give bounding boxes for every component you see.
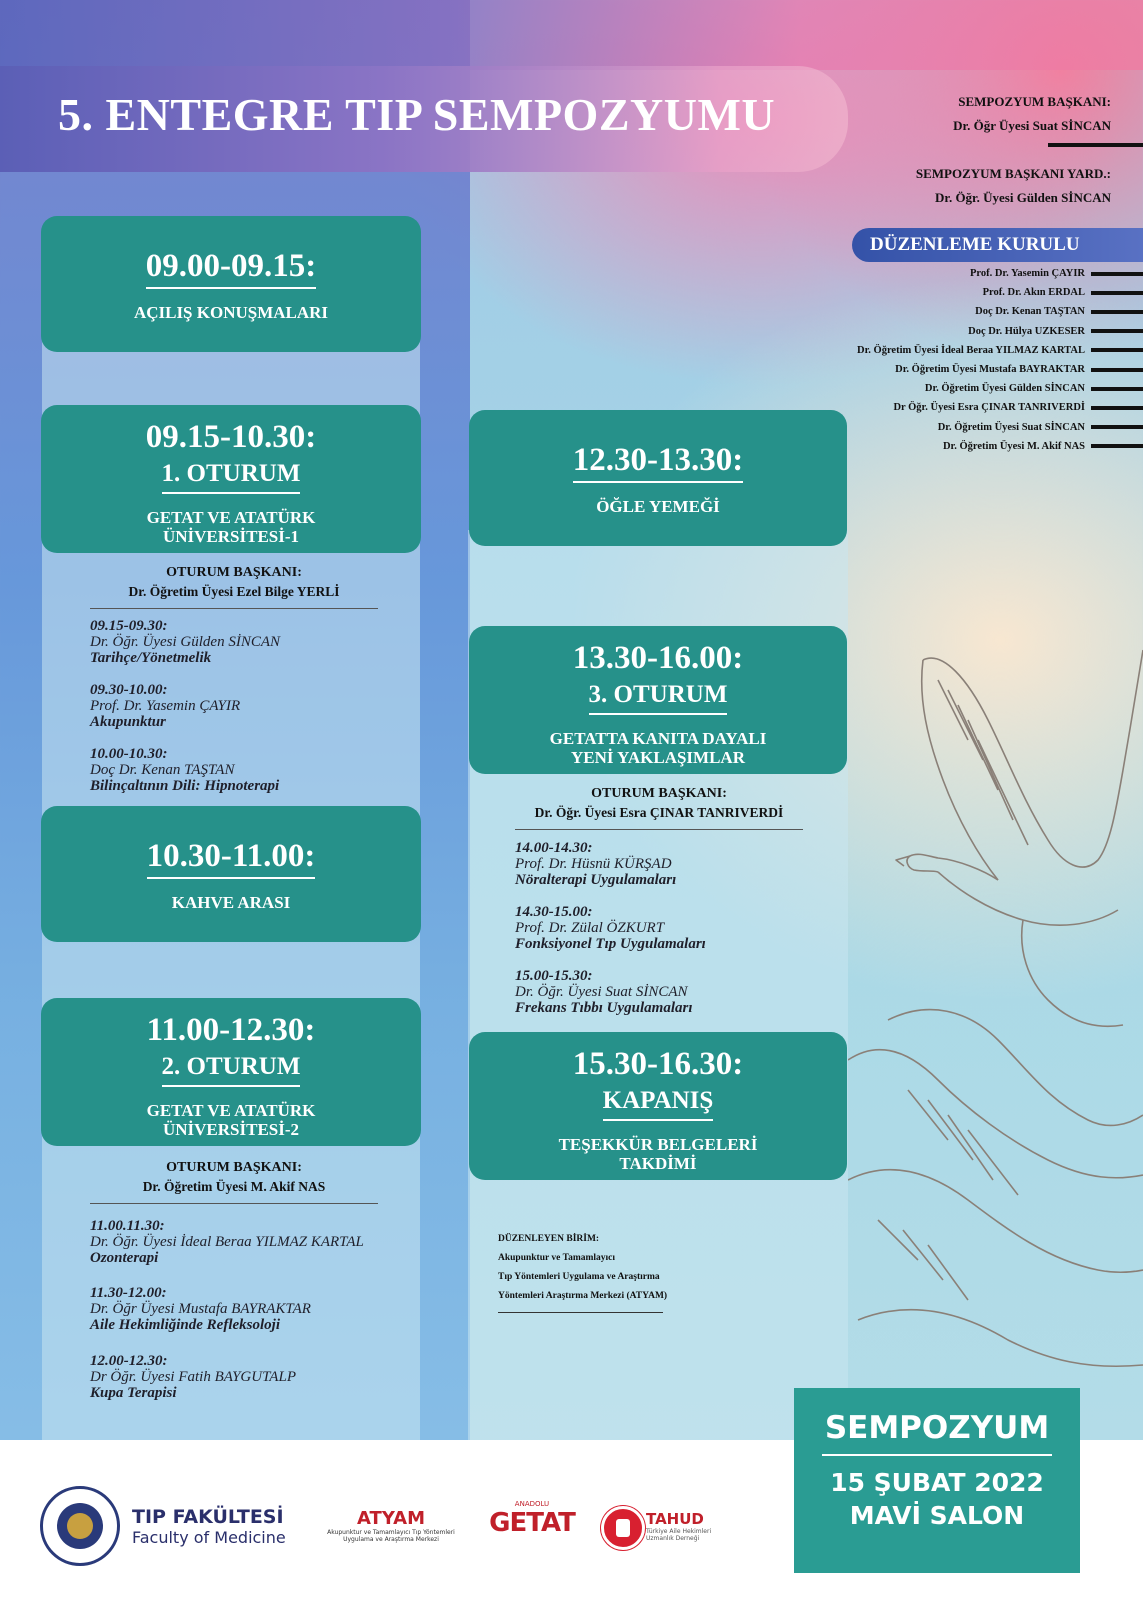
session1-talk: 09.30-10.00: Prof. Dr. Yasemin ÇAYIR Akupunktur xyxy=(90,682,241,730)
session1-time: 09.15-10.30: xyxy=(145,419,317,455)
session2-talk: 11.30-12.00: Dr. Öğr Üyesi Mustafa BAYRAKTAR Aile Hekimliğinde Refleksoloji xyxy=(90,1285,311,1333)
session1-talk: 09.15-09.30: Dr. Öğr. Üyesi Gülden SİNCAN Tarihçe/Yönetmelik xyxy=(90,618,280,666)
committee-title: DÜZENLEME KURULU xyxy=(852,228,1143,262)
opening-label: AÇILIŞ KONUŞMALARI xyxy=(133,303,329,322)
session3-subtitle-line1: GETATTA KANITA DAYALI xyxy=(549,729,767,748)
faculty-name-tr: TIP FAKÜLTESİ xyxy=(132,1506,284,1528)
getat-logo: ANADOLU GETAT xyxy=(489,1500,575,1538)
page-title: 5. ENTEGRE TIP SEMPOZYUMU xyxy=(58,89,776,140)
faculty-logo xyxy=(132,1506,286,1547)
president-name: Dr. Öğr Üyesi Suat SİNCAN xyxy=(953,118,1111,133)
closing-name: KAPANIŞ xyxy=(603,1087,714,1121)
session3-talk: 14.30-15.00: Prof. Dr. Zülal ÖZKURT Fonksiyonel Tıp Uygulamaları xyxy=(515,904,706,952)
closing-time: 15.30-16.30: xyxy=(572,1046,744,1082)
session1-chair-label: OTURUM BAŞKANI: xyxy=(166,565,302,580)
session1-subtitle-line1: GETAT VE ATATÜRK xyxy=(146,508,316,527)
session2-subtitle-line1: GETAT VE ATATÜRK xyxy=(146,1101,316,1120)
lunch-card xyxy=(469,410,847,546)
committee-member: Dr. Öğretim Üyesi Gülden SİNCAN xyxy=(857,379,1143,398)
session3-talk: 14.00-14.30: Prof. Dr. Hüsnü KÜRŞAD Nöralterapi Uygulamaları xyxy=(515,840,677,888)
tahud-logo: TAHUD Türkiye Aile Hekimleri Uzmanlık Derneği xyxy=(646,1510,712,1542)
session1-name: 1. OTURUM xyxy=(162,460,301,494)
vice-president-block xyxy=(916,162,1111,210)
session2-talk: 11.00.11.30: Dr. Öğr. Üyesi İdeal Beraa YILMAZ KARTAL Ozonterapi xyxy=(90,1218,364,1266)
session1-card xyxy=(41,405,421,553)
tahud-emblem-icon xyxy=(601,1506,645,1550)
committee-member: Dr. Öğretim Üyesi M. Akif NAS xyxy=(857,437,1143,456)
session2-subtitle-line2: ÜNİVERSİTESİ-2 xyxy=(162,1120,300,1139)
coffee-card xyxy=(41,806,421,942)
organizer-line3: Yöntemleri Araştırma Merkezi (ATYAM) xyxy=(498,1291,668,1301)
session2-chair-name: Dr. Öğretim Üyesi M. Akif NAS xyxy=(90,1179,378,1204)
president-divider xyxy=(1048,143,1143,147)
organizer-line1: Akupunktur ve Tamamlayıcı xyxy=(498,1253,616,1263)
session3-card xyxy=(469,626,847,774)
event-date: 15 ŞUBAT 2022 xyxy=(830,1468,1044,1497)
closing-card xyxy=(469,1032,847,1180)
organizer-divider xyxy=(498,1312,663,1313)
session2-talk: 12.00-12.30: Dr Öğr. Üyesi Fatih BAYGUTALP Kupa Terapisi xyxy=(90,1353,296,1401)
committee-list xyxy=(857,264,1143,456)
committee-member: Dr. Öğretim Üyesi Suat SİNCAN xyxy=(857,418,1143,437)
session3-subtitle-line2: YENİ YAKLAŞIMLAR xyxy=(571,748,745,767)
session3-chair-name: Dr. Öğr. Üyesi Esra ÇINAR TANRIVERDİ xyxy=(515,805,803,830)
opening-card xyxy=(41,216,421,352)
lunch-time: 12.30-13.30: xyxy=(573,442,743,483)
coffee-label: KAHVE ARASI xyxy=(171,893,291,912)
event-title: SEMPOZYUM xyxy=(822,1410,1052,1456)
eagle-illustration xyxy=(848,620,1143,1400)
session3-chair xyxy=(515,786,803,830)
university-seal-icon xyxy=(40,1486,120,1566)
president-block xyxy=(953,90,1111,138)
president-label: SEMPOZYUM BAŞKANI: xyxy=(958,94,1111,109)
committee-member: Dr. Öğretim Üyesi İdeal Beraa YILMAZ KARTAL xyxy=(857,341,1143,360)
closing-subtitle-line1: TEŞEKKÜR BELGELERİ xyxy=(558,1135,758,1154)
vice-president-label: SEMPOZYUM BAŞKANI YARD.: xyxy=(915,166,1111,181)
session3-chair-label: OTURUM BAŞKANI: xyxy=(591,786,727,801)
organizer-label: DÜZENLEYEN BİRİM: xyxy=(498,1234,600,1244)
vice-president-name: Dr. Öğr. Üyesi Gülden SİNCAN xyxy=(934,190,1111,205)
committee-member: Dr Öğr. Üyesi Esra ÇINAR TANRIVERDİ xyxy=(857,398,1143,417)
session2-card xyxy=(41,998,421,1146)
committee-member: Prof. Dr. Akın ERDAL xyxy=(857,283,1143,302)
session3-time: 13.30-16.00: xyxy=(572,640,744,676)
session2-chair xyxy=(90,1160,378,1204)
closing-subtitle-line2: TAKDİMİ xyxy=(619,1154,697,1173)
event-venue: MAVİ SALON xyxy=(849,1501,1025,1530)
title-bar xyxy=(0,66,848,172)
committee-member: Dr. Öğretim Üyesi Mustafa BAYRAKTAR xyxy=(857,360,1143,379)
session2-name: 2. OTURUM xyxy=(162,1053,301,1087)
opening-time: 09.00-09.15: xyxy=(146,248,316,289)
session1-chair xyxy=(90,565,378,609)
session1-subtitle-line2: ÜNİVERSİTESİ-1 xyxy=(162,527,300,546)
session3-name: 3. OTURUM xyxy=(589,681,728,715)
faculty-name-en: Faculty of Medicine xyxy=(132,1528,286,1547)
lunch-label: ÖĞLE YEMEĞİ xyxy=(596,497,720,516)
organizer-block xyxy=(498,1230,698,1313)
top-background-band xyxy=(0,0,1143,70)
session2-time: 11.00-12.30: xyxy=(146,1012,316,1048)
committee-member: Prof. Dr. Yasemin ÇAYIR xyxy=(857,264,1143,283)
session1-chair-name: Dr. Öğretim Üyesi Ezel Bilge YERLİ xyxy=(90,584,378,609)
committee-member: Doç Dr. Kenan TAŞTAN xyxy=(857,302,1143,321)
atyam-logo: ATYAM Akupunktur ve Tamamlayıcı Tıp Yöntemleri Uygulama ve Araştırma Merkezi xyxy=(327,1508,455,1543)
coffee-time: 10.30-11.00: xyxy=(147,838,316,879)
session2-chair-label: OTURUM BAŞKANI: xyxy=(166,1160,302,1175)
organizer-line2: Tıp Yöntemleri Uygulama ve Araştırma xyxy=(498,1272,660,1282)
session3-talk: 15.00-15.30: Dr. Öğr. Üyesi Suat SİNCAN Frekans Tıbbı Uygulamaları xyxy=(515,968,693,1016)
event-date-box xyxy=(794,1388,1080,1573)
committee-member: Doç Dr. Hülya UZKESER xyxy=(857,322,1143,341)
session1-talk: 10.00-10.30: Doç Dr. Kenan TAŞTAN Bilinçaltının Dili: Hipnoterapi xyxy=(90,746,280,794)
